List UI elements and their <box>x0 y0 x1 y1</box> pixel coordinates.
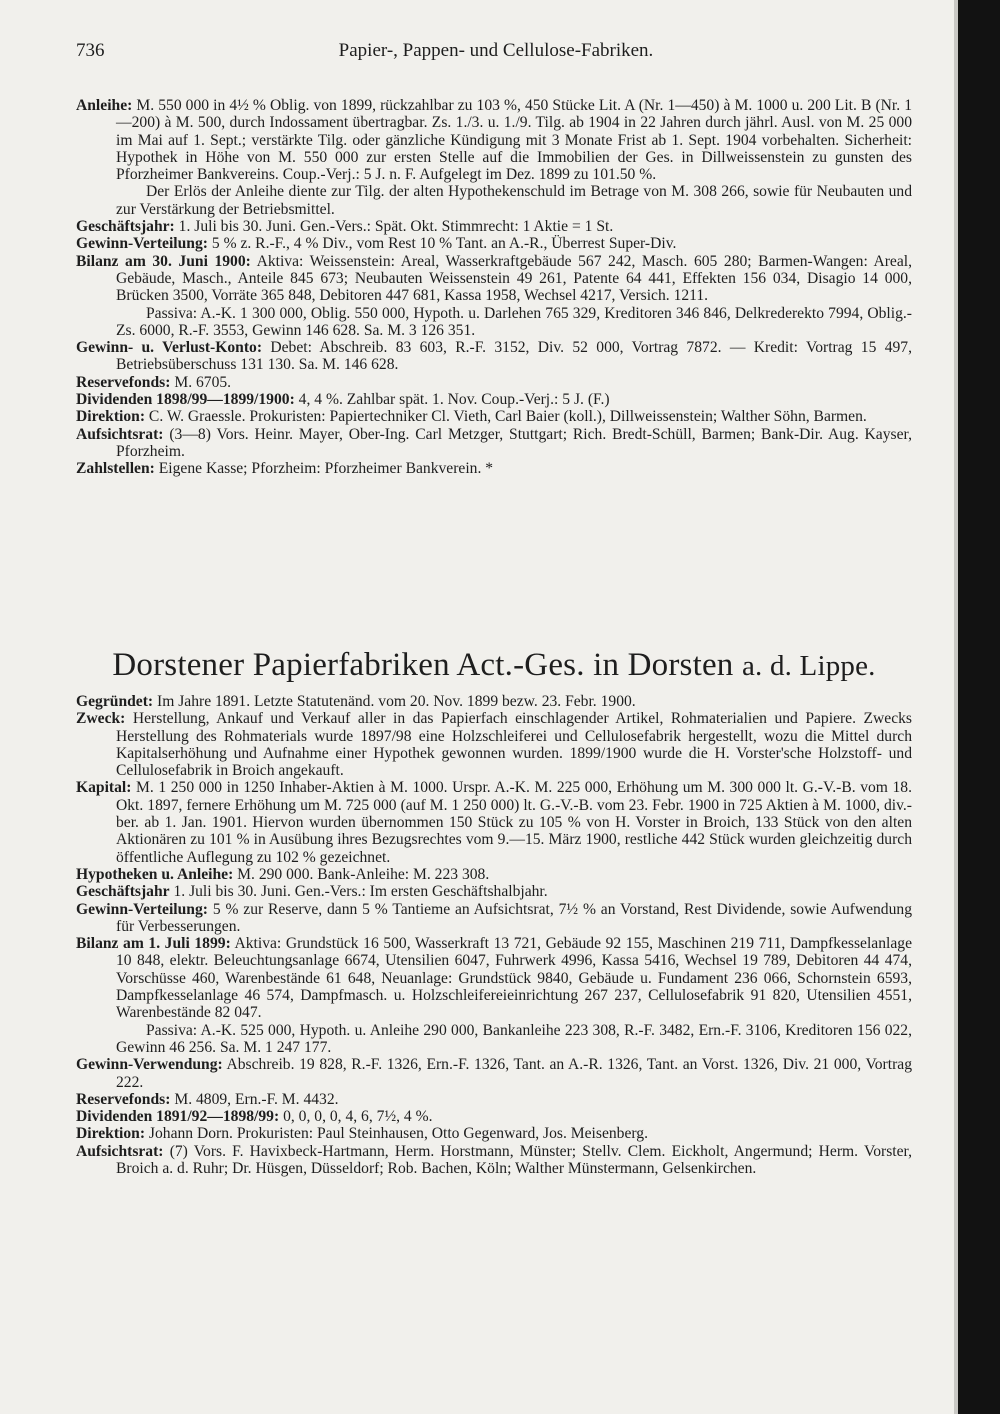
entry-text: C. W. Graessle. Prokuristen: Papiertechniker Cl. Vieth, Carl Baier (koll.), Dillweissenstein; Walther Söhn, Barmen. <box>148 408 867 426</box>
entry-paragraph <box>76 218 912 235</box>
entry-paragraph <box>76 235 912 252</box>
entry-text: 5 % z. R.-F., 4 % Div., vom Rest 10 % Tant. an A.-R., Überrest Super-Div. <box>211 235 677 253</box>
entry-label: Gewinn- u. Verlust-Konto: <box>76 339 263 357</box>
entry-paragraph <box>76 460 912 477</box>
entry-paragraph <box>76 1022 912 1057</box>
entry-paragraph <box>76 883 912 900</box>
entry-paragraph <box>76 779 912 865</box>
entry-label: Gewinn-Verwendung: <box>76 1056 223 1074</box>
page-header <box>76 40 916 70</box>
entry-text: 5 % zur Reserve, dann 5 % Tantieme an Aufsichtsrat, 7½ % an Vorstand, Rest Dividende, sowie Aufwendung für Verbesserungen. <box>116 900 912 935</box>
company-title-suffix: a. d. Lippe. <box>741 650 876 682</box>
entry-label: Gewinn-Verteilung: <box>76 900 208 918</box>
entry-paragraph <box>76 391 912 408</box>
entry-label: Reservefonds: <box>76 373 171 391</box>
entry-label: Geschäftsjahr: <box>76 218 175 236</box>
entry-paragraph <box>76 1091 912 1108</box>
entry-paragraph <box>76 253 912 305</box>
entry-text: 1. Juli bis 30. Juni. Gen.-Vers.: Spät. Okt. Stimmrecht: 1 Aktie = 1 St. <box>178 218 614 236</box>
entry-text: Passiva: A.-K. 1 300 000, Oblig. 550 000, Hypoth. u. Darlehen 765 329, Kreditoren 346 846, Delkrederekto 7994, Oblig.-Zs. 6000, R.-F. 3553, Gewinn 146 628. Sa. M. 3 126 351. <box>116 304 912 339</box>
entry-label: Zweck: <box>76 710 126 728</box>
entry-paragraph <box>76 1108 912 1125</box>
entry-text: 4, 4 %. Zahlbar spät. 1. Nov. Coup.-Verj.: 5 J. (F.) <box>298 391 610 409</box>
entry-paragraph <box>76 693 912 710</box>
entry-label: Dividenden 1898/99—1899/1900: <box>76 391 295 409</box>
entry-label: Gewinn-Verteilung: <box>76 235 208 253</box>
company-title <box>76 645 912 686</box>
entry-text: 0, 0, 0, 0, 4, 6, 7½, 4 %. <box>283 1108 433 1126</box>
entry-label: Aufsichtsrat: <box>76 1142 164 1160</box>
entry-text: M. 1 250 000 in 1250 Inhaber-Aktien à M. 1000. Urspr. A.-K. M. 225 000, Erhöhung um M. 300 000 lt. G.-V.-B. vom 18. Okt. 1897, fernere Erhöhung um M. 725 000 (auf M. 1 250 000) lt. G.-V.-B. vom 23. Febr. 1900 in 725 Aktien à M. 1000, div.-ber. ab 1. Jan. 1901. Hiervon wurden übernommen 150 Stück zu 105 % von H. Vorster in Broich, 133 Stück von den alten Aktionären zu 101 % in Ausübung ihres Bezugsrechtes vom 9.—15. März 1900, restliche 442 Stück wurden gleichzeitig durch öffentliche Auflegung zu 102 % gezeichnet. <box>116 779 912 866</box>
entry-text: Eigene Kasse; Pforzheim: Pforzheimer Bankverein. * <box>158 460 494 478</box>
entry-label: Bilanz am 1. Juli 1899: <box>76 935 231 953</box>
entry-label: Kapital: <box>76 779 132 797</box>
entry-text: M. 4809, Ern.-F. M. 4432. <box>174 1090 339 1108</box>
entry-label: Direktion: <box>76 1125 146 1143</box>
entry-paragraph <box>76 901 912 936</box>
section-dorstener-papierfabriken <box>76 693 912 1177</box>
entry-text: Im Jahre 1891. Letzte Statutenänd. vom 20. Nov. 1899 bezw. 23. Febr. 1900. <box>157 693 636 710</box>
entry-paragraph <box>76 374 912 391</box>
entry-label: Dividenden 1891/92—1898/99: <box>76 1108 280 1126</box>
entry-label: Bilanz am 30. Juni 1900: <box>76 252 251 270</box>
entry-text: M. 550 000 in 4½ % Oblig. von 1899, rückzahlbar zu 103 %, 450 Stücke Lit. A (Nr. 1—450) à M. 1000 u. 200 Lit. B (Nr. 1—200) à M. 500, durch Indossament übertragbar. Zs. 1./3. u. 1./9. Tilg. ab 1904 in 22 Jahren durch jährl. Ausl. von M. 25 000 im Mai auf 1. Sept.; verstärkte Tilg. oder gänzliche Kündigung mit 3 Monate Frist ab 1. Sept. 1904 vorbehalten. Sicherheit: Hypothek in Höhe von M. 550 000 zur ersten Stelle auf die Immobilien der Ges. in Dillweissenstein zu gunsten des Pforzheimer Bankvereins. Coup.-Verj.: 5 J. n. F. Aufgelegt im Dez. 1899 zu 101.50 %. <box>116 97 912 184</box>
entry-text: Der Erlös der Anleihe diente zur Tilg. der alten Hypothekenschuld im Betrage von M. 308 266, sowie für Neubauten und zur Verstärkung der Betriebsmittel. <box>116 183 912 218</box>
entry-label: Geschäftsjahr <box>76 883 170 901</box>
entry-paragraph <box>76 97 912 183</box>
entry-text: Passiva: A.-K. 525 000, Hypoth. u. Anleihe 290 000, Bankanleihe 223 308, R.-F. 3482, Ern.-F. 3106, Kreditoren 156 022, Gewinn 46 256. Sa. M. 1 247 177. <box>116 1021 912 1056</box>
entry-text: M. 290 000. Bank-Anleihe: M. 223 308. <box>237 865 490 883</box>
entry-paragraph <box>76 866 912 883</box>
section-previous-company <box>76 97 912 478</box>
entry-text: 1. Juli bis 30. Juni. Gen.-Vers.: Im ersten Geschäftshalbjahr. <box>173 883 548 901</box>
scan-edge <box>958 0 1000 1414</box>
entry-label: Zahlstellen: <box>76 460 155 478</box>
company-name: Dorstener Papierfabriken Act.-Ges. in Dorsten <box>112 647 734 683</box>
entry-label: Direktion: <box>76 408 146 426</box>
entry-paragraph <box>76 710 912 779</box>
entry-text: Abschreib. 19 828, R.-F. 1326, Ern.-F. 1326, Tant. an A.-R. 1326, Tant. an Vorst. 1326, Div. 21 000, Vortrag 222. <box>116 1056 912 1091</box>
entry-paragraph <box>76 426 912 461</box>
entry-paragraph <box>76 935 912 1021</box>
entry-label: Reservefonds: <box>76 1090 171 1108</box>
entry-text: Aktiva: Grundstück 16 500, Wasserkraft 13 721, Gebäude 92 155, Maschinen 219 711, Dampfkesselanlage 10 848, elektr. Beleuchtungsanlage 6674, Utensilien 6047, Fuhrwerk 4996, Kassa 5416, Wechsel 19 789, Debitoren 44 474, Vorschüsse 460, Warenbestände 61 648, Neuanlage: Grundstück 9840, Gebäude u. Fundament 236 066, Schornstein 6593, Dampfkesselanlage 46 574, Dampfmasch. u. Holzschleifereieinrichtung 267 237, Cellulosefabrik 91 820, Utensilien 4551, Warenbestände 82 047. <box>116 935 912 1022</box>
entry-text: Aktiva: Weissenstein: Areal, Wasserkraftgebäude 567 242, Masch. 605 280; Barmen-Wangen: Areal, Gebäude, Masch., Anteile 845 673; Neubauten Weissenstein 49 261, Patente 64 441, Effekten 156 034, Disagio 14 000, Brücken 3500, Vorräte 365 848, Debitoren 447 681, Kassa 1958, Wechsel 4217, Versich. 1211. <box>116 252 913 305</box>
entry-paragraph <box>76 1143 912 1178</box>
entry-text: (7) Vors. F. Havixbeck-Hartmann, Herm. Horstmann, Münster; Stellv. Clem. Eickholt, Angermund; Herm. Vorster, Broich a. d. Ruhr; Dr. Hüsgen, Düsseldorf; Rob. Bachen, Köln; Walther Münstermann, Gelsenkirchen. <box>116 1142 912 1178</box>
entry-label: Gegründet: <box>76 693 154 710</box>
entry-text: Johann Dorn. Prokuristen: Paul Steinhausen, Otto Gegenward, Jos. Meisenberg. <box>148 1125 648 1143</box>
entry-text: (3—8) Vors. Heinr. Mayer, Ober-Ing. Carl Metzger, Stuttgart; Rich. Bredt-Schüll, Barmen; Bank-Dir. Aug. Kayser, Pforzheim. <box>116 425 912 460</box>
entry-paragraph <box>76 183 912 218</box>
running-title: Papier-, Pappen- und Cellulose-Fabriken. <box>338 40 654 61</box>
entry-label: Aufsichtsrat: <box>76 425 164 443</box>
entry-paragraph <box>76 305 912 340</box>
entry-text: Debet: Abschreib. 83 603, R.-F. 3152, Div. 52 000, Vortrag 7872. — Kredit: Vortrag 15 497, Betriebsüberschuss 131 130. Sa. M. 146 628. <box>116 339 912 374</box>
entry-paragraph <box>76 1056 912 1091</box>
entry-text: M. 6705. <box>174 373 232 391</box>
entry-paragraph <box>76 1125 912 1142</box>
entry-paragraph <box>76 339 912 374</box>
entry-paragraph <box>76 408 912 425</box>
entry-label: Anleihe: <box>76 97 133 114</box>
entry-text: Herstellung, Ankauf und Verkauf aller in das Papierfach einschlagender Artikel, Rohmaterialien und Papiere. Zwecks Herstellung des Rohmaterials wurde 1897/98 eine Holzschleiferei und Cellulosefabrik hergestellt, wozu die Mittel durch Kapitalserhöhung und Aufnahme einer Hypothek gewonnen wurden. 1899/1900 wurde die H. Vorster'sche Holzstoff- und Cellulosefabrik in Broich angekauft. <box>116 710 912 780</box>
entry-label: Hypotheken u. Anleihe: <box>76 865 234 883</box>
page-number: 736 <box>76 40 105 61</box>
